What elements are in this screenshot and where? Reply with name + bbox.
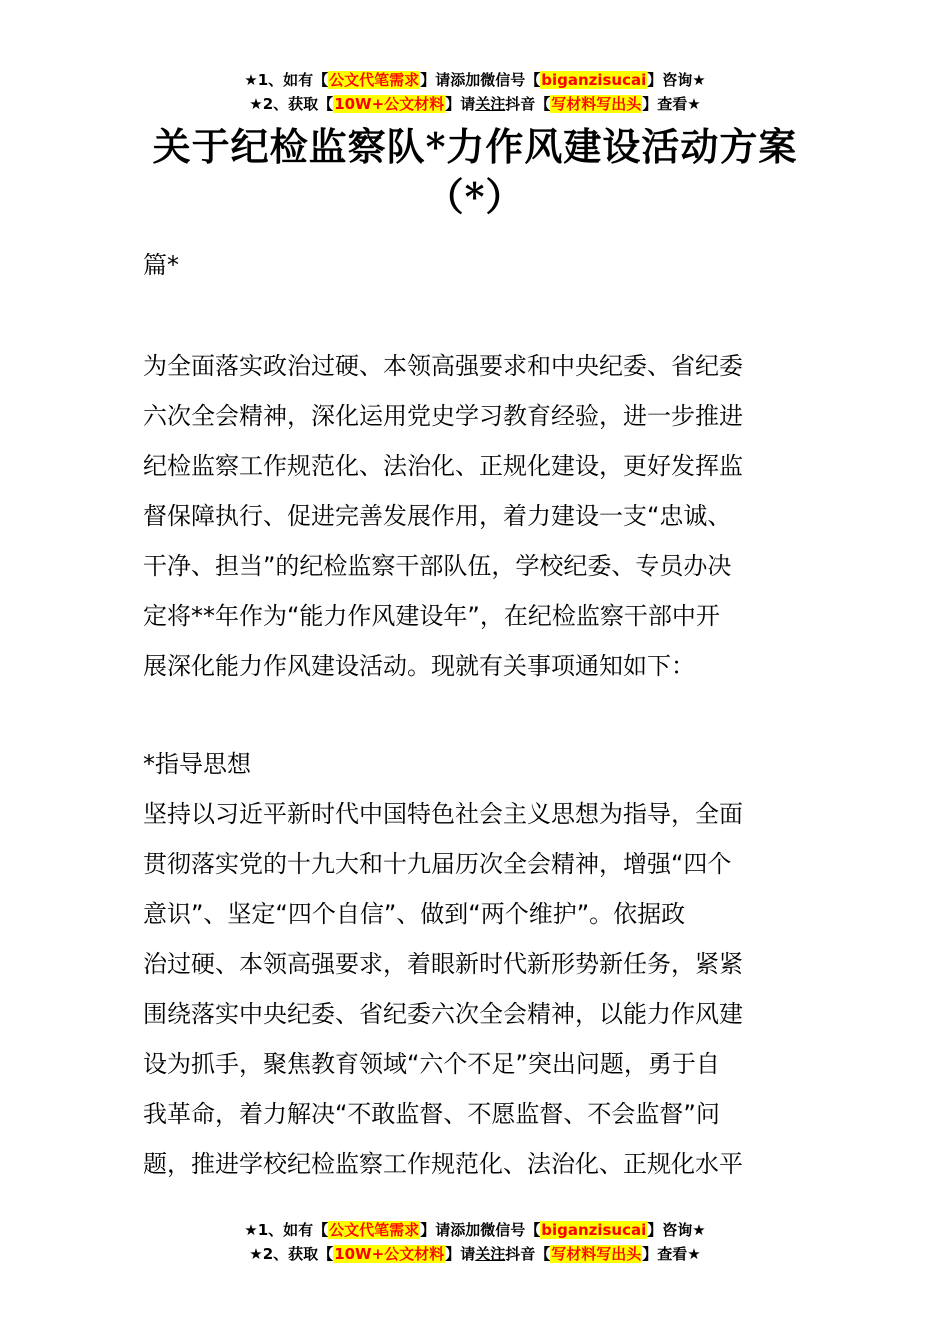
title-line-2: （*） (425, 174, 525, 219)
banner-text: 】请 (445, 95, 476, 113)
banner-line-1 (0, 1218, 950, 1242)
paragraph-line: 定将**年作为“能力作风建设年”，在纪检监察干部中开 (143, 602, 720, 630)
banner-highlight: 10W+公文材料 (334, 1245, 445, 1263)
banner-highlight: 公文代笔需求 (329, 1221, 420, 1239)
section-heading-text: *指导思想 (143, 750, 251, 778)
part-label (143, 240, 807, 290)
paragraph-line: 干净、担当”的纪检监察干部队伍，学校纪委、专员办决 (143, 552, 732, 580)
paragraph-line: 题，推进学校纪检监察工作规范化、法治化、正规化水平 (143, 1150, 743, 1178)
banner-highlight-wechat: biganzisucai (541, 1221, 647, 1239)
banner-text: ★2、获取【 (249, 1245, 334, 1263)
banner-text: ★1、如有【 (244, 71, 329, 89)
banner-line-2 (0, 1242, 950, 1266)
banner-highlight: 写材料写出头 (551, 95, 642, 113)
banner-text: ★2、获取【 (249, 95, 334, 113)
banner-highlight: 写材料写出头 (551, 1245, 642, 1263)
banner-text: 】咨询★ (647, 71, 706, 89)
banner-text: 】咨询★ (647, 1221, 706, 1239)
paragraph-line: 贯彻落实党的十九大和十九届历次全会精神，增强“四个 (143, 850, 732, 878)
section-paragraph (143, 789, 807, 1189)
banner-line-2 (0, 92, 950, 116)
part-label-text: 篇* (143, 251, 179, 279)
paragraph-line: 坚持以习近平新时代中国特色社会主义思想为指导，全面 (143, 800, 743, 828)
paragraph-line: 展深化能力作风建设活动。现就有关事项通知如下： (143, 652, 695, 680)
banner-text: 】请添加微信号【 (420, 71, 541, 89)
banner-text: 】请添加微信号【 (420, 1221, 541, 1239)
paragraph-line: 为全面落实政治过硬、本领高强要求和中央纪委、省纪委 (143, 352, 743, 380)
paragraph-line: 围绕落实中央纪委、省纪委六次全会精神，以能力作风建 (143, 1000, 743, 1028)
banner-text: ★1、如有【 (244, 1221, 329, 1239)
header-banner (0, 68, 950, 116)
paragraph-line: 治过硬、本领高强要求，着眼新时代新形势新任务，紧紧 (143, 950, 743, 978)
banner-text: 抖音【 (505, 95, 551, 113)
footer-banner (0, 1218, 950, 1266)
paragraph-line: 纪检监察工作规范化、法治化、正规化建设，更好发挥监 (143, 452, 743, 480)
paragraph-line: 意识”、坚定“四个自信”、做到“两个维护”。依据政 (143, 900, 686, 928)
banner-text: 抖音【 (505, 1245, 551, 1263)
intro-paragraph (143, 341, 807, 691)
banner-highlight: 公文代笔需求 (329, 71, 420, 89)
banner-text: 】请 (445, 1245, 476, 1263)
banner-text: 】查看★ (642, 1245, 701, 1263)
paragraph-line: 设为抓手，聚焦教育领域“六个不足”突出问题，勇于自 (143, 1050, 720, 1078)
paragraph-line: 督保障执行、促进完善发展作用，着力建设一支“忠诚、 (143, 502, 732, 530)
banner-line-1 (0, 68, 950, 92)
banner-underlined: 关注 (475, 95, 506, 113)
paragraph-line: 六次全会精神，深化运用党史学习教育经验，进一步推进 (143, 402, 743, 430)
banner-highlight-wechat: biganzisucai (541, 71, 647, 89)
banner-underlined: 关注 (475, 1245, 506, 1263)
banner-highlight: 10W+公文材料 (334, 95, 445, 113)
paragraph-line: 我革命，着力解决“不敢监督、不愿监督、不会监督”问 (143, 1100, 720, 1128)
banner-text: 】查看★ (642, 95, 701, 113)
section-heading (143, 739, 807, 789)
title-line-1: 关于纪检监察队*力作风建设活动方案 (152, 124, 798, 169)
document-title (120, 122, 830, 222)
